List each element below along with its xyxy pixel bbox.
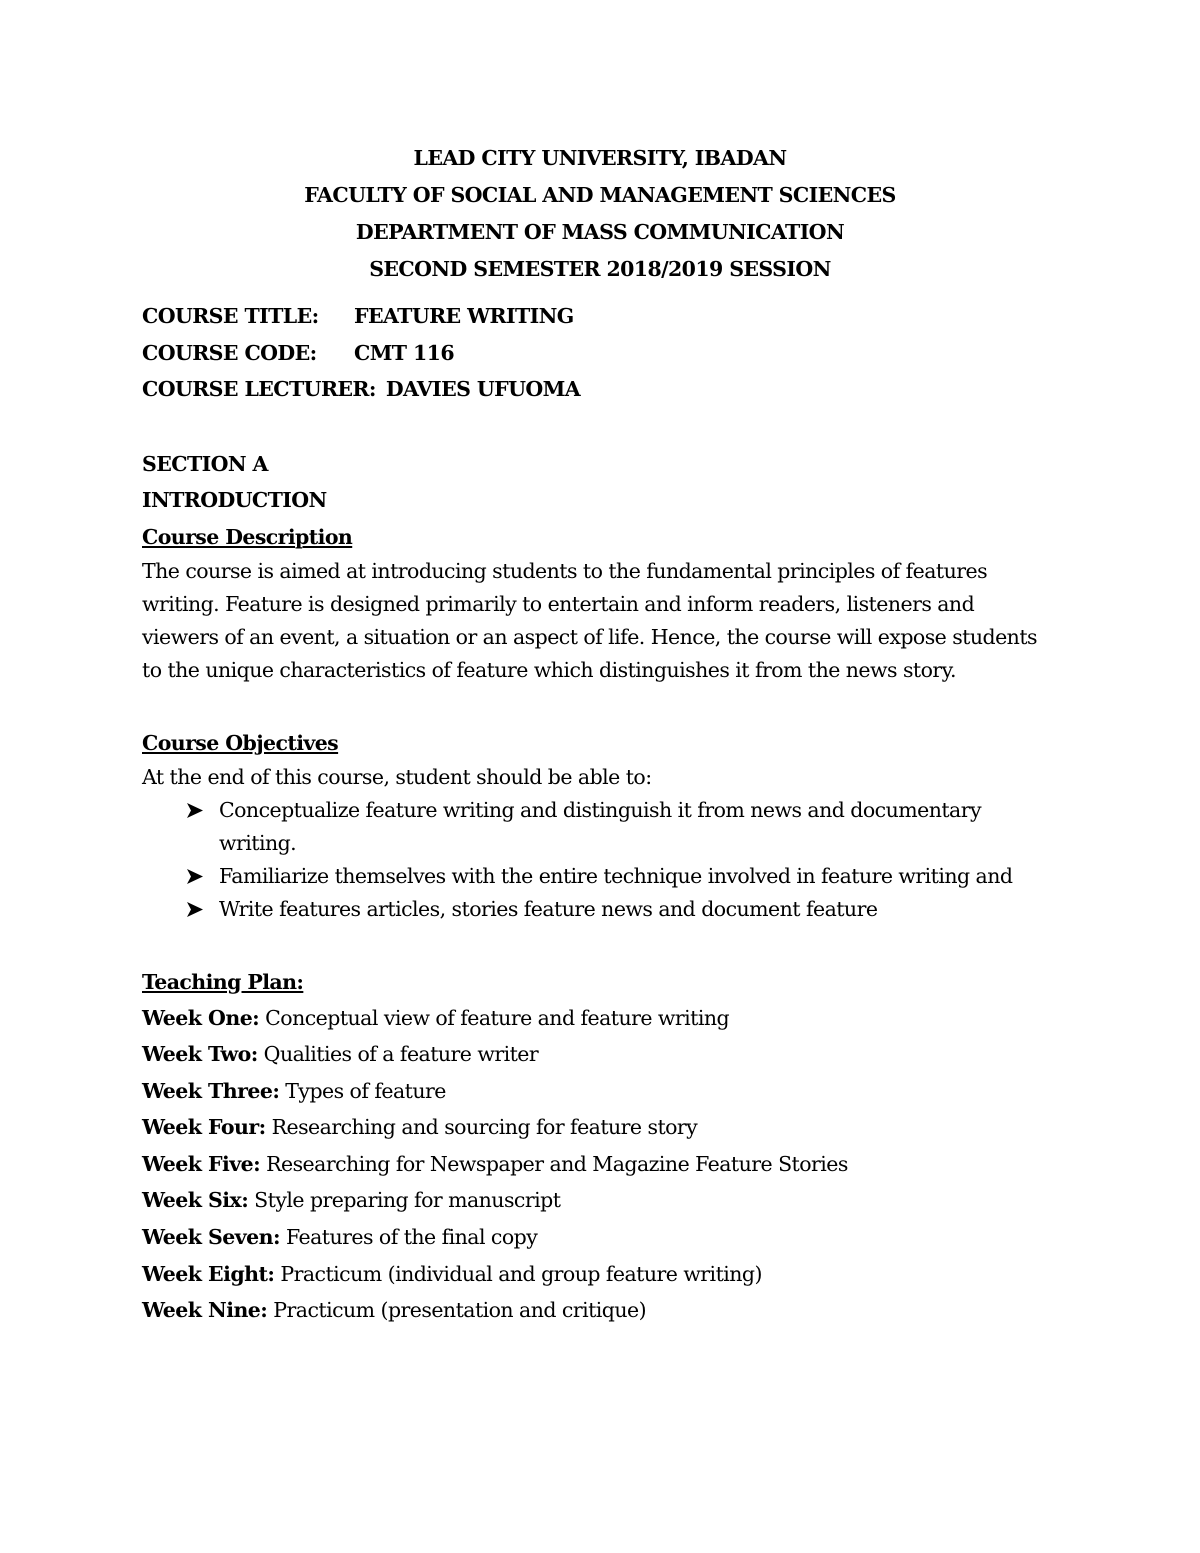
arrowhead-bullet-icon [185, 860, 205, 893]
week-label: Week Three: [142, 1078, 280, 1103]
week-label: Week Eight: [142, 1261, 275, 1286]
objective-text: Conceptualize feature writing and distinguish it from news and documentary writing. [219, 797, 981, 855]
week-topic: Style preparing for manuscript [248, 1188, 561, 1213]
teaching-plan-heading: Teaching Plan: [142, 969, 304, 994]
arrowhead-bullet-icon [185, 794, 205, 827]
list-item [142, 1000, 1062, 1037]
course-description-heading: Course Description [142, 524, 353, 549]
week-topic: Types of feature [279, 1078, 446, 1103]
document-page [142, 140, 1062, 1329]
list-item [142, 1036, 1062, 1073]
faculty-name: FACULTY OF SOCIAL AND MANAGEMENT SCIENCES [304, 183, 896, 207]
list-item [142, 860, 1062, 893]
session-name: SECOND SEMESTER 2018/2019 SESSION [369, 257, 831, 281]
list-item [142, 1109, 1062, 1146]
list-item [142, 794, 1062, 860]
course-objectives-heading: Course Objectives [142, 730, 339, 755]
list-item [142, 893, 1062, 926]
week-label: Week One: [142, 1005, 260, 1030]
section-heading: INTRODUCTION [142, 488, 327, 512]
list-item [142, 1219, 1062, 1256]
week-label: Week Two: [142, 1042, 258, 1067]
list-item [142, 1073, 1062, 1110]
week-label: Week Five: [142, 1151, 261, 1176]
university-name: LEAD CITY UNIVERSITY, IBADAN [413, 146, 787, 170]
objectives-list [142, 794, 1062, 926]
week-label: Week Seven: [142, 1225, 281, 1250]
course-info [142, 298, 1062, 408]
objective-text: Familiarize themselves with the entire technique involved in feature writing and [219, 863, 1013, 888]
course-code-label: COURSE CODE: [142, 340, 317, 365]
course-title-row [142, 298, 1062, 335]
course-objectives-intro: At the end of this course, student should be able to: [142, 764, 652, 789]
week-topic: Conceptual view of feature and feature writing [259, 1005, 730, 1030]
week-label: Week Six: [142, 1188, 249, 1213]
week-topic: Practicum (individual and group feature writing) [274, 1261, 762, 1286]
arrowhead-bullet-icon [185, 893, 205, 926]
list-item [142, 1256, 1062, 1293]
course-title-label: COURSE TITLE: [142, 304, 319, 328]
week-topic: Qualities of a feature writer [257, 1042, 539, 1067]
course-lecturer-label: COURSE LECTURER: [142, 377, 376, 401]
list-item [142, 1146, 1062, 1183]
week-topic: Features of the final copy [280, 1225, 538, 1250]
course-lecturer-value: DAVIES UFUOMA [385, 377, 581, 401]
week-topic: Researching for Newspaper and Magazine Feature Stories [260, 1151, 848, 1176]
course-code-row [142, 335, 1062, 372]
list-item [142, 1182, 1062, 1219]
document-header [142, 140, 1058, 288]
list-item [142, 1292, 1062, 1329]
course-description-text: The course is aimed at introducing students to the fundamental principles of features writing. Feature is designed primarily to entertain and inform readers, listeners and viewers of an event, a situation or an aspect of life. Hence, the course will expose students to the unique characteristics of feature which distinguishes it from the news story. [142, 558, 1037, 682]
week-label: Week Nine: [142, 1298, 268, 1323]
week-label: Week Four: [142, 1115, 266, 1140]
week-topic: Practicum (presentation and critique) [267, 1298, 647, 1323]
objective-text: Write features articles, stories feature news and document feature [219, 896, 878, 921]
department-name: DEPARTMENT OF MASS COMMUNICATION [355, 220, 845, 244]
teaching-plan-list [142, 1000, 1062, 1329]
course-title-value: FEATURE WRITING [354, 304, 574, 328]
course-code-value: CMT 116 [354, 340, 454, 365]
week-topic: Researching and sourcing for feature story [265, 1115, 698, 1140]
section-name: SECTION A [142, 451, 268, 476]
course-lecturer-row [142, 371, 1062, 408]
